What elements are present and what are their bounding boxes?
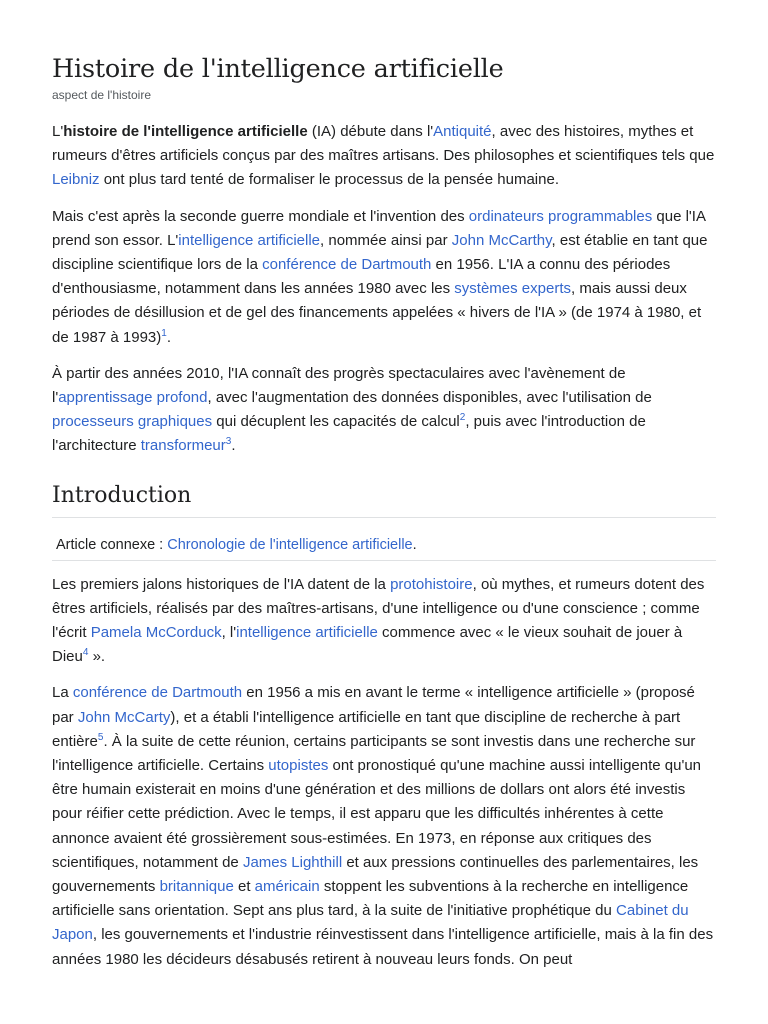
link-leibniz[interactable]: Leibniz (52, 171, 100, 189)
text-run: qui décuplent les capacités de calcul (212, 413, 460, 431)
link-conference-dartmouth[interactable]: conférence de Dartmouth (72, 684, 243, 702)
text-run: (IA) débute dans l' (307, 123, 434, 140)
text-run: que l'IA prend son essor. L' (52, 207, 706, 249)
text-run: , les gouvernements et l'industrie réinvestissent dans l'intelligence artificielle, mais à la fin des années 1980 les décideurs désabusés retirent à nouveau leurs fonds. On peut (52, 926, 714, 968)
section-paragraph-1 (52, 573, 716, 670)
intro-paragraph-2 (52, 205, 716, 350)
text-run: et aux pressions continuelles des parlementaires, les gouvernements (52, 853, 699, 896)
text-run: ont pronostiqué qu'une machine aussi intelligente qu'un être humain existerait en moins d'une génération et des millions de dollars ont alors été investis pour réifier cette prédiction. Avec le temps, il est apparu que les difficultés inhérentes à cette annonce avaient été grossièrement sous-estimées. En 1973, en réponse aux critiques des scientifiques, notamment de (52, 757, 701, 871)
section-paragraph-2 (52, 681, 716, 971)
link-antiquite[interactable]: Antiquité (433, 123, 492, 140)
link-intelligence-artificielle[interactable]: intelligence artificielle (236, 624, 378, 642)
text-run: , avec l'augmentation des données disponibles, avec l'utilisation de (207, 389, 652, 407)
text-run: L' (52, 123, 64, 140)
link-ordinateurs-programmables[interactable]: ordinateurs programmables (468, 207, 653, 225)
text-run: , nommée ainsi par (320, 231, 452, 249)
text-run: , est établie en tant que discipline scientifique lors de la (52, 231, 708, 274)
text-run: . À la suite de cette réunion, certains participants se sont investis dans une recherche sur l'intelligence artificielle. Certains (52, 732, 696, 775)
footnote-link[interactable]: 2 (459, 412, 466, 424)
link-utopistes[interactable]: utopistes (268, 757, 329, 775)
link-americain[interactable]: américain (254, 878, 320, 896)
text-run: , où mythes, et rumeurs dotent des êtres artificiels, réalisés par des maîtres-artisans, d'une intelligence ou d'une conscience ; comme l'écrit (52, 575, 705, 642)
link-john-mccarthy[interactable]: John McCarthy (451, 231, 552, 249)
hatnote-label: Article connexe : (56, 536, 168, 553)
intro-paragraph-3 (52, 362, 716, 459)
link-james-lighthill[interactable]: James Lighthill (242, 853, 343, 871)
text-run: et (233, 878, 255, 896)
link-britannique[interactable]: britannique (159, 878, 234, 896)
page-subtitle: aspect de l'histoire (52, 88, 152, 102)
text-run: La (52, 684, 73, 702)
footnote-link[interactable]: 5 (97, 731, 104, 743)
text-run: . (231, 437, 236, 455)
text-run: , avec des histoires, mythes et rumeurs d'êtres artificiels conçus par des maîtres artisans. Des philosophes et scientifiques tels que (52, 123, 715, 165)
footnote-link[interactable]: 1 (161, 327, 167, 339)
bold-term: histoire de l'intelligence artificielle (63, 123, 308, 140)
link-cabinet-du-japon[interactable]: Cabinet du Japon (52, 902, 689, 944)
link-transformeur[interactable]: transformeur (140, 437, 226, 455)
text-run: . (166, 328, 171, 346)
section-heading-introduction: Introduction (52, 481, 716, 518)
text-run: ont plus tard tenté de formaliser le processus de la pensée humaine. (99, 171, 559, 189)
text-run: stoppent les subventions à la recherche en intelligence artificielle sans orientation. Sept ans plus tard, à la suite de l'initiative prophétique du (52, 878, 689, 920)
text-run: À partir des années 2010, l'IA connaît des progrès spectaculaires avec l'avènement de l' (52, 364, 626, 407)
link-pamela-mccorduck[interactable]: Pamela McCorduck (90, 624, 222, 642)
text-run: commence avec « le vieux souhait de jouer à Dieu (52, 624, 683, 666)
text-run: en 1956. L'IA a connu des périodes d'enthousiasme, notamment dans les années 1980 avec les (52, 256, 671, 298)
link-protohistoire[interactable]: protohistoire (390, 575, 473, 593)
text-run: en 1956 a mis en avant le terme « intelligence artificielle » (proposé par (52, 684, 695, 726)
page-title: Histoire de l'intelligence artificielle (52, 54, 504, 84)
text-run: ». (88, 648, 106, 666)
link-apprentissage-profond[interactable]: apprentissage profond (58, 389, 208, 407)
text-run: , l' (221, 624, 237, 642)
text-run: , puis avec l'introduction de l'architecture (52, 413, 646, 455)
link-john-mccarty[interactable]: John McCarty (77, 708, 171, 726)
footnote-link[interactable]: 4 (82, 647, 89, 659)
link-processeurs-graphiques[interactable]: processeurs graphiques (52, 413, 213, 431)
link-chronologie-ia[interactable]: Chronologie de l'intelligence artificielle (167, 536, 413, 553)
text-run: , mais aussi deux périodes de désillusion et de gel des financements appelées « hivers de l'IA » (de 1974 à 1980, et de 1987 à 1993) (52, 280, 702, 346)
text-run: ), et a établi l'intelligence artificielle en tant que discipline de recherche à part entière (52, 708, 681, 750)
text-run: Les premiers jalons historiques de l'IA datent de la (52, 575, 391, 593)
footnote-link[interactable]: 3 (225, 436, 232, 448)
link-conference-dartmouth[interactable]: conférence de Dartmouth (262, 256, 432, 274)
hatnote-article-connexe (52, 530, 716, 561)
intro-paragraph-1 (52, 120, 716, 193)
text-run: . (412, 536, 417, 553)
link-systemes-experts[interactable]: systèmes experts (454, 280, 572, 298)
link-intelligence-artificielle[interactable]: intelligence artificielle (178, 231, 321, 249)
text-run: Mais c'est après la seconde guerre mondiale et l'invention des (52, 207, 469, 225)
